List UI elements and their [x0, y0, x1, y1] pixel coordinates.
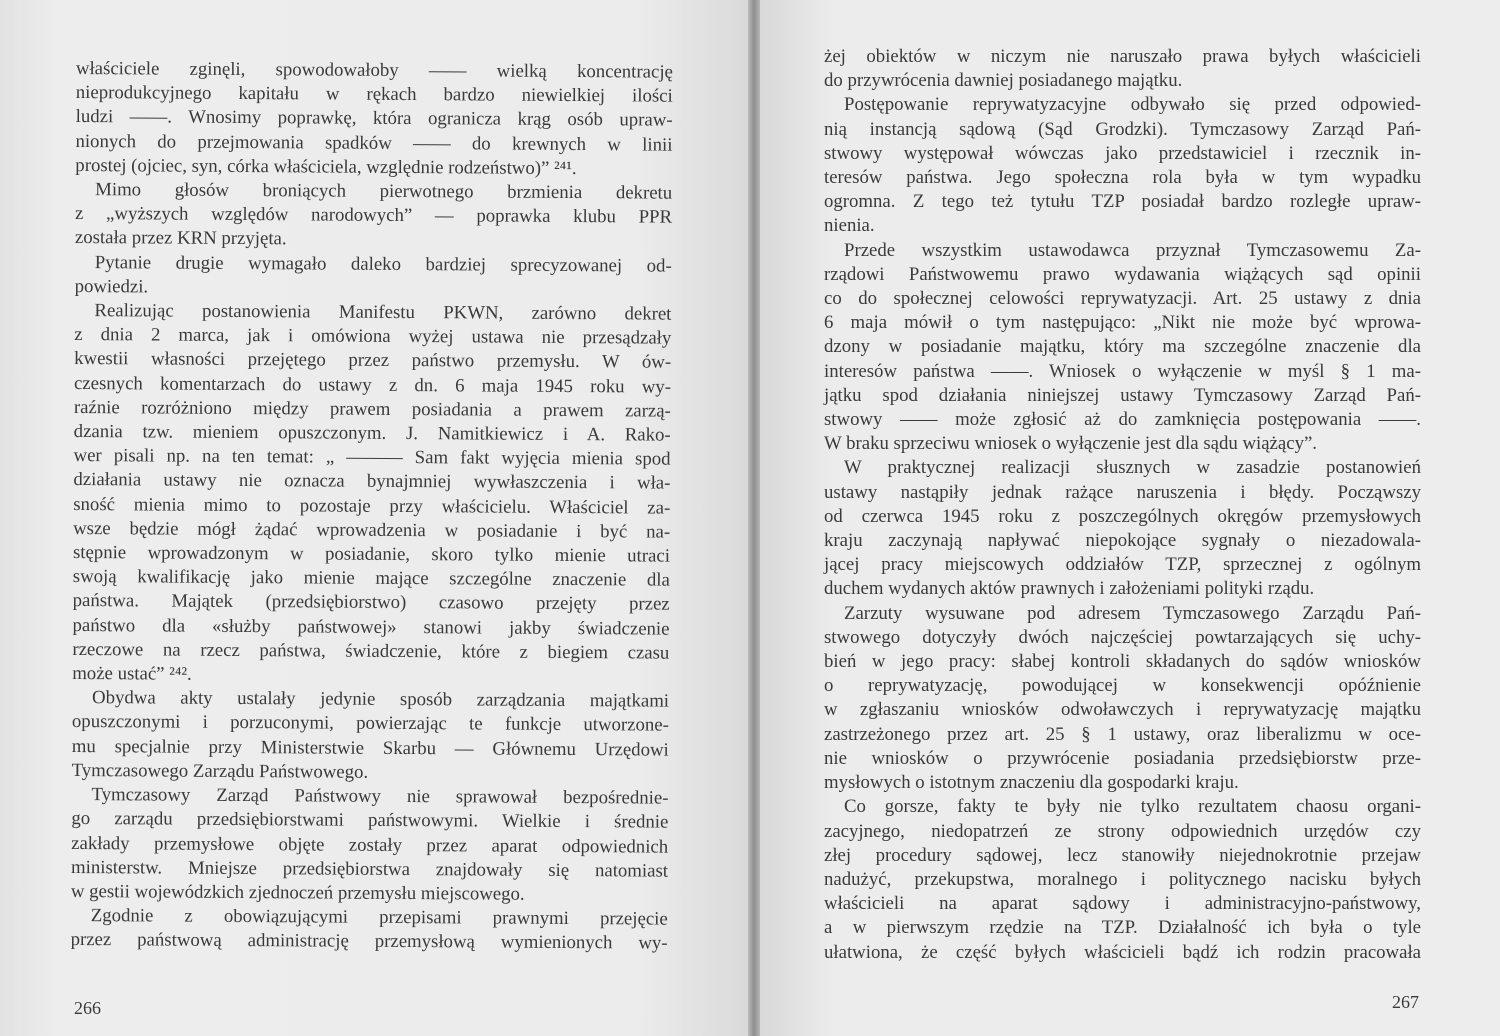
text-line: działania ustawy nie oznacza bynajmniej wywłaszczenia i wła-	[73, 469, 671, 495]
text-line: kraju zaczynają napływać niepokojące sygnały o niezadowala-	[824, 530, 1421, 552]
text-line: zastrzeżonego przez art. 25 § 1 ustawy, oraz liberalizmu w oce-	[824, 723, 1421, 745]
text-line: W praktycznej realizacji słusznych w zasadzie postanowień	[844, 457, 1421, 479]
text-line: sność mienia mimo to pozostaje przy właścicielu. Właściciel za-	[73, 493, 671, 519]
text-line: Pytanie drugie wymagało daleko bardziej sprecyzowanej od-	[94, 251, 672, 277]
text-line: właściciele zginęli, spowodowałoby —— wielką koncentrację	[75, 57, 673, 83]
text-line: żej obiektów w niczym nie naruszało prawa byłych właścicieli	[824, 46, 1421, 67]
text-line: Tymczasowego Zarządu Państwowego.	[71, 759, 369, 783]
text-line: teresów państwa. Jego społeczna rola była w tym wypadku	[824, 167, 1421, 189]
text-line: w gestii wojewódzkich zjednoczeń przemysłu miejscowego.	[70, 880, 525, 905]
text-line: Mimo głosów broniących pierwotnego brzmienia dekretu	[95, 179, 673, 204]
text-line: Postępowanie reprywatyzacyjne odbywało się przed odpowied-	[844, 94, 1421, 116]
text-line: Zgodnie z obowiązującymi przepisami prawnymi przejęcie	[90, 905, 668, 930]
text-line: Tymczasowy Zarząd Państwowy nie sprawował bezpośrednie-	[91, 784, 669, 809]
right-page-number: 267	[1392, 992, 1419, 1012]
left-page-number: 266	[74, 998, 101, 1018]
text-line: w zgłaszaniu wniosków odwoławczych i reprywatyzację majątku	[824, 699, 1421, 721]
text-line: Co gorsze, fakty te były nie tylko rezultatem chaosu organi-	[844, 796, 1421, 818]
text-line: go zarządu przedsiębiorstwami państwowymi. Wielkie i średnie	[71, 808, 669, 833]
text-line: właścicieli na aparat sądowy i administracyjno-państwowy,	[824, 893, 1421, 915]
text-line: opuszczonymi i porzuconymi, powierzając te funkcje utworzone-	[71, 711, 669, 737]
text-line: Przede wszystkim ustawodawca przyznał Tymczasowemu Za-	[844, 239, 1421, 261]
text-line: duchem wydanych aktów prawnych i założeniami polityki rządu.	[824, 578, 1315, 600]
text-line: ustawy nastąpiły jednak rażące naruszenia i błędy. Począwszy	[824, 481, 1421, 503]
text-line: nią instancją sądową (Sąd Grodzki). Tymczasowy Zarząd Pań-	[824, 118, 1421, 140]
text-line: powiedzi.	[74, 275, 149, 298]
text-line: mysłowych o istotnym znaczeniu dla gospodarki kraju.	[824, 772, 1239, 794]
text-line: nadużyć, przekupstwa, moralnego i politycznego nacisku byłych	[824, 868, 1421, 890]
text-line: co do społecznej celowości reprywatyzacji. Art. 25 ustawy z dnia	[824, 288, 1421, 310]
text-line: Realizując postanowienia Manifestu PKWN, zarówno dekret	[94, 300, 672, 325]
left-page	[0, 0, 748, 1036]
text-line: może ustać” ²⁴².	[72, 663, 192, 685]
text-line: raźnie rozróżniono między prawem posiadania a prawem zarzą-	[73, 396, 671, 422]
text-line: została przez KRN przyjęta.	[74, 227, 287, 250]
text-line: do przywrócenia dawniej posiadanego majątku.	[824, 70, 1183, 92]
text-line: państwa. Majątek (przedsiębiorstwo) czasowo przejęty przez	[72, 590, 670, 616]
text-line: nionych do przejmowania spadków —— do krewnych w linii	[75, 130, 673, 156]
text-line: rządowi Państwowemu prawo wydawania wiążących sąd opinii	[824, 263, 1421, 285]
text-line: ułatwiona, że część byłych właścicieli bądź ich rodzin pracowała	[824, 941, 1421, 963]
text-line: Zarzuty wysuwane pod adresem Tymczasowego Zarządu Pań-	[844, 602, 1421, 624]
book-gutter	[748, 0, 760, 1036]
text-line: zacyjnego, niedopatrzeń ze strony odpowiednich urzędów czy	[824, 820, 1421, 842]
text-line: ludzi ——. Wnosimy poprawkę, która ogranicza krąg osób upraw-	[75, 106, 673, 132]
right-page	[760, 0, 1500, 1036]
text-line: bień w jego pracy: słabej kontroli składanych do sądów wniosków	[824, 651, 1421, 673]
text-line: dzania tzw. mieniem opuszczonym. J. Namitkiewicz i A. Rako-	[73, 421, 671, 446]
text-line: złej procedury sądowej, lecz stanowiły niejednokrotnie przejaw	[824, 844, 1421, 866]
text-line: z dnia 2 marca, jak i omówiona wyżej ustawa nie przesądzały	[74, 324, 672, 349]
left-page-text	[71, 57, 673, 956]
text-line: ministerstw. Mniejsze przedsiębiorstwa znajdowały się natomiast	[70, 856, 669, 882]
text-line: wsze będzie mógł żądać wprowadzenia w posiadanie i być na-	[73, 517, 671, 543]
text-line: nienia.	[824, 215, 875, 237]
text-line: z „wyższych względów narodowych” — poprawka klubu PPR	[74, 203, 673, 228]
text-line: stwowego dotyczyły dwóch najczęściej powtarzających się uchy-	[824, 626, 1421, 648]
text-line: Obydwa akty ustalały jedynie sposób zarządzania majątkami	[92, 687, 670, 712]
text-line: dzony w posiadanie majątku, który ma szczególne znaczenie dla	[824, 336, 1421, 358]
text-line: interesów państwa ——. Wniosek o wyłączenie w myśl § 1 ma-	[824, 360, 1421, 382]
text-line: o reprywatyzację, powodującej w konsekwencji opóźnienie	[824, 675, 1421, 697]
text-line: W braku sprzeciwu wniosek o wyłączenie jest dla sądu wiążący”.	[824, 433, 1317, 455]
text-line: państwo dla «służby państwowej» stanowi jakby świadczenie	[72, 614, 670, 640]
text-line: zakłady przemysłowe objęte zostały przez aparat odpowiednich	[71, 832, 669, 858]
right-page-text	[824, 45, 1421, 965]
text-line: swoją kwalifikację jako mienie mające szczególne znaczenie dla	[72, 566, 670, 591]
text-line: jącej pracy miejscowych oddziałów TZP, sprzecznej z ogólnym	[824, 554, 1421, 576]
text-line: przez państwową administrację przemysłową wymienionych wy-	[70, 929, 668, 954]
text-line: nieprodukcyjnego kapitału w rękach bardzo niewielkiej ilości	[75, 82, 673, 107]
text-line: 6 maja mówił o tym następująco: „Nikt nie może być wprowa-	[824, 312, 1421, 334]
text-line: a w pierwszym rzędzie na TZP. Działalność ich była o tyle	[824, 917, 1421, 939]
text-line: jątku spod działania niniejszej ustawy Tymczasowy Zarząd Pań-	[824, 384, 1421, 406]
text-line: stwowy —— może zgłosić aż do zamknięcia postępowania ——.	[824, 409, 1421, 431]
text-line: rzeczowe na rzecz państwa, świadczenie, które z biegiem czasu	[72, 638, 670, 664]
text-line: ogromna. Z tego też tytułu TZP posiadał bardzo rozległe upraw-	[824, 191, 1421, 213]
text-line: od czerwca 1945 roku z poszczególnych okręgów przemysłowych	[824, 505, 1421, 527]
text-line: czesnych komentarzach do ustawy z dn. 6 maja 1945 roku wy-	[73, 372, 672, 398]
text-line: kwestii własności przejętego przez państwo przemysłu. W ów-	[74, 348, 672, 374]
text-line: prostej (ojciec, syn, córka właściciela, względnie rodzeństwo)” ²⁴¹.	[75, 154, 577, 179]
text-line: nie wniosków o przywrócenie posiadania przedsiębiorstw prze-	[824, 747, 1421, 769]
text-line: wer pisali np. na ten temat: „ ——— Sam fakt wyjęcia mienia spod	[73, 445, 671, 470]
text-line: stwowy występował wówczas jako przedstawiciel i rzecznik in-	[824, 142, 1421, 164]
text-line: mu specjalnie przy Ministerstwie Skarbu — Głównemu Urzędowi	[71, 735, 669, 761]
text-line: stępnie wprowadzonym w posiadanie, skoro tylko mienie utraci	[72, 542, 671, 567]
